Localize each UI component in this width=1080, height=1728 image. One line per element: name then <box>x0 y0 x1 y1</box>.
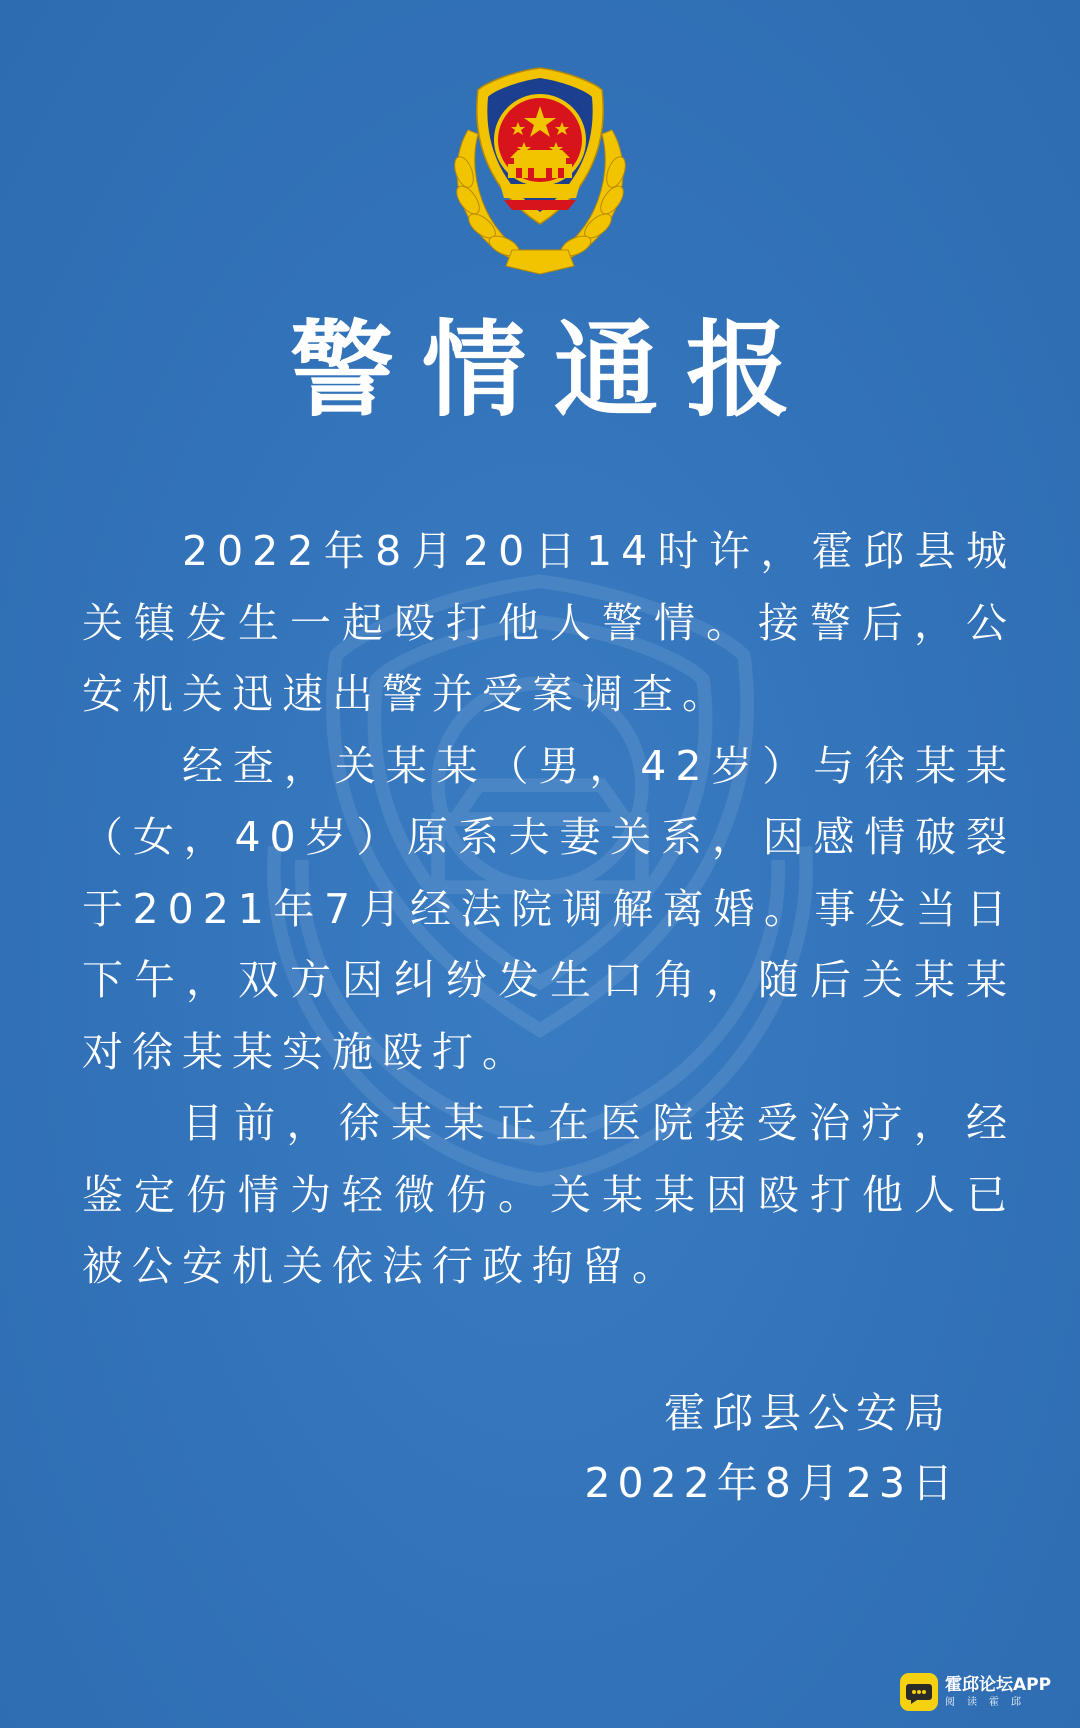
app-watermark-badge <box>900 1670 1070 1714</box>
issuing-organization: 霍邱县公安局 <box>664 1389 952 1437</box>
notice-paragraph-2: 经查，关某某（男，42岁）与徐某某（女，40岁）原系夫妻关系，因感情破裂于2021年7月经法院调解离婚。事发当日下午，双方因纠纷发生口角，随后关某某对徐某某实施殴打。 <box>82 741 1016 1076</box>
signature-block <box>0 1378 960 1518</box>
issue-date: 2022年8月23日 <box>584 1459 960 1507</box>
page-title: 警情通报 <box>289 308 818 431</box>
police-emblem-icon <box>430 60 650 280</box>
notice-body <box>82 516 1016 1303</box>
app-tagline: 阅读霍邱 <box>945 1696 1033 1708</box>
app-name: 霍邱论坛APP <box>945 1674 1052 1695</box>
app-badge-text <box>945 1674 1052 1708</box>
chat-bubble-icon <box>900 1673 938 1711</box>
notice-paragraph-1: 2022年8月20日14时许，霍邱县城关镇发生一起殴打他人警情。接警后，公安机关迅速出警并受案调查。 <box>82 527 1016 718</box>
notice-paragraph-3: 目前，徐某某正在医院接受治疗，经鉴定伤情为轻微伤。关某某因殴打他人已被公安机关依法行政拘留。 <box>82 1099 1016 1290</box>
